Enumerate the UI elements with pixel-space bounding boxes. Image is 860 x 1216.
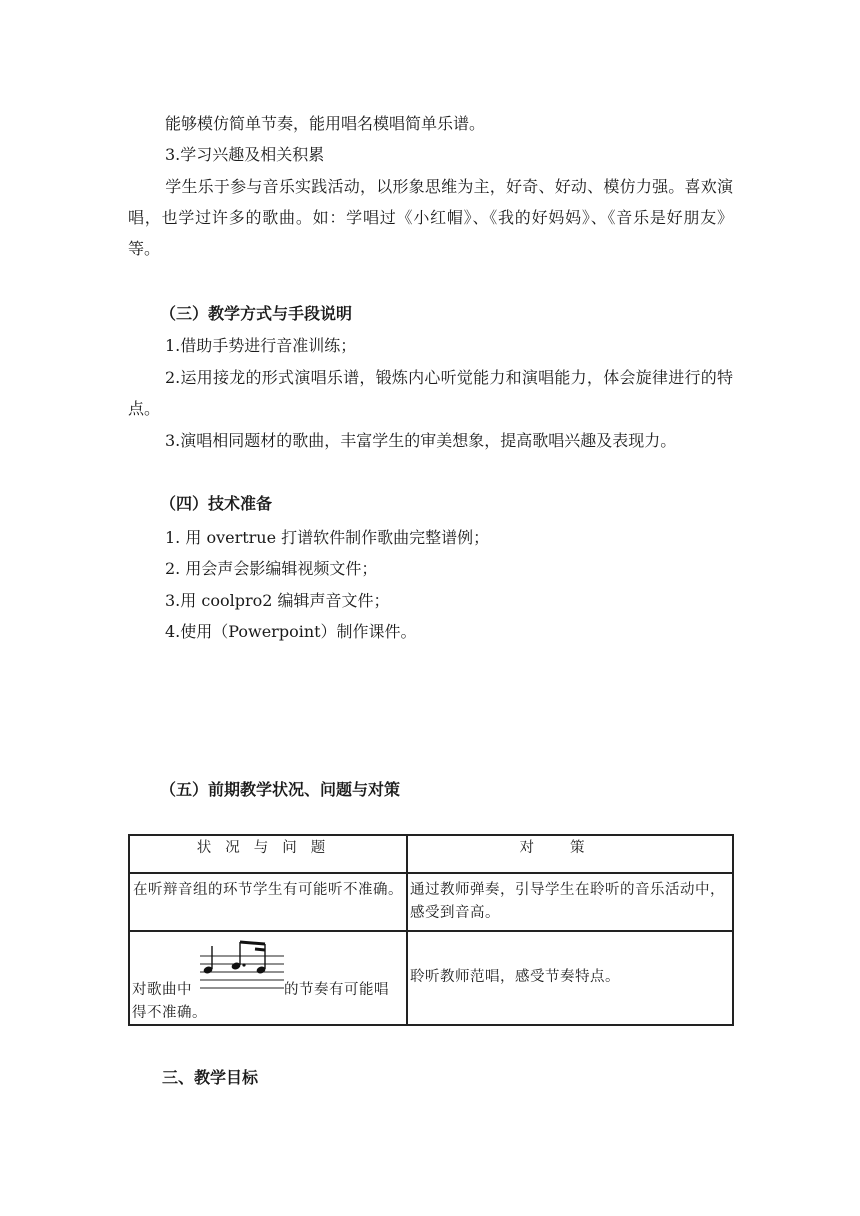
interest-paragraph bbox=[128, 171, 733, 264]
table-row bbox=[129, 873, 733, 931]
tech-item-3: 3.用 coolpro2 编辑声音文件； bbox=[165, 591, 390, 610]
row1-strategy: 通过教师弹奏，引导学生在聆听的音乐活动中，感受到音高。 bbox=[410, 882, 726, 921]
prior-heading: （五）前期教学状况、问题与对策 bbox=[160, 780, 401, 799]
row1-situation: 在听辩音组的环节学生有可能听不准确。 bbox=[133, 882, 404, 898]
interest-paragraph-text: 学生乐于参与音乐实践活动，以形象思维为主，好奇、好动、模仿力强。喜欢演唱，也学过许多的歌曲。如：学唱过《小红帽》、《我的好妈妈》、《音乐是好朋友》等。 bbox=[128, 177, 733, 258]
strategy-table bbox=[128, 834, 734, 1026]
col-situation-header: 状况与问题 bbox=[129, 835, 407, 873]
rhythm-line: 能够模仿简单节奏，能用唱名模唱简单乐谱。 bbox=[165, 114, 486, 133]
row2-situation-before: 对歌曲中 bbox=[132, 982, 192, 998]
row2-situation-end: 得不准确。 bbox=[132, 1005, 207, 1021]
col-strategy-header: 对策 bbox=[407, 835, 733, 873]
row1-strategy-cell bbox=[407, 873, 733, 931]
row1-situation-cell bbox=[129, 873, 407, 931]
methods-heading: （三）教学方式与手段说明 bbox=[160, 304, 353, 323]
tech-item-1: 1. 用 overtrue 打谱软件制作歌曲完整谱例； bbox=[165, 528, 490, 547]
row2-strategy-cell bbox=[407, 931, 733, 1025]
objectives-heading: 三、教学目标 bbox=[162, 1068, 259, 1087]
row2-situation-after: 的节奏有可能唱 bbox=[284, 982, 389, 998]
tech-heading: （四）技术准备 bbox=[160, 494, 273, 513]
tech-item-2: 2. 用会声会影编辑视频文件； bbox=[165, 559, 378, 578]
methods-item-2 bbox=[128, 362, 733, 424]
rhythm-notation-icon bbox=[200, 938, 284, 1000]
table-row bbox=[129, 931, 733, 1025]
row2-strategy: 聆听教师范唱，感受节奏特点。 bbox=[410, 969, 621, 985]
methods-item-3: 3.演唱相同题材的歌曲，丰富学生的审美想象，提高歌唱兴趣及表现力。 bbox=[165, 431, 677, 450]
interest-heading: 3.学习兴趣及相关积累 bbox=[165, 145, 325, 164]
methods-item-1: 1.借助手势进行音准训练； bbox=[165, 336, 357, 355]
row2-situation-cell bbox=[129, 931, 407, 1025]
methods-item-2-text: 2.运用接龙的形式演唱乐谱，锻炼内心听觉能力和演唱能力，体会旋律进行的特点。 bbox=[128, 368, 733, 418]
tech-item-4: 4.使用（Powerpoint）制作课件。 bbox=[165, 622, 417, 641]
table-header-row bbox=[129, 835, 733, 873]
